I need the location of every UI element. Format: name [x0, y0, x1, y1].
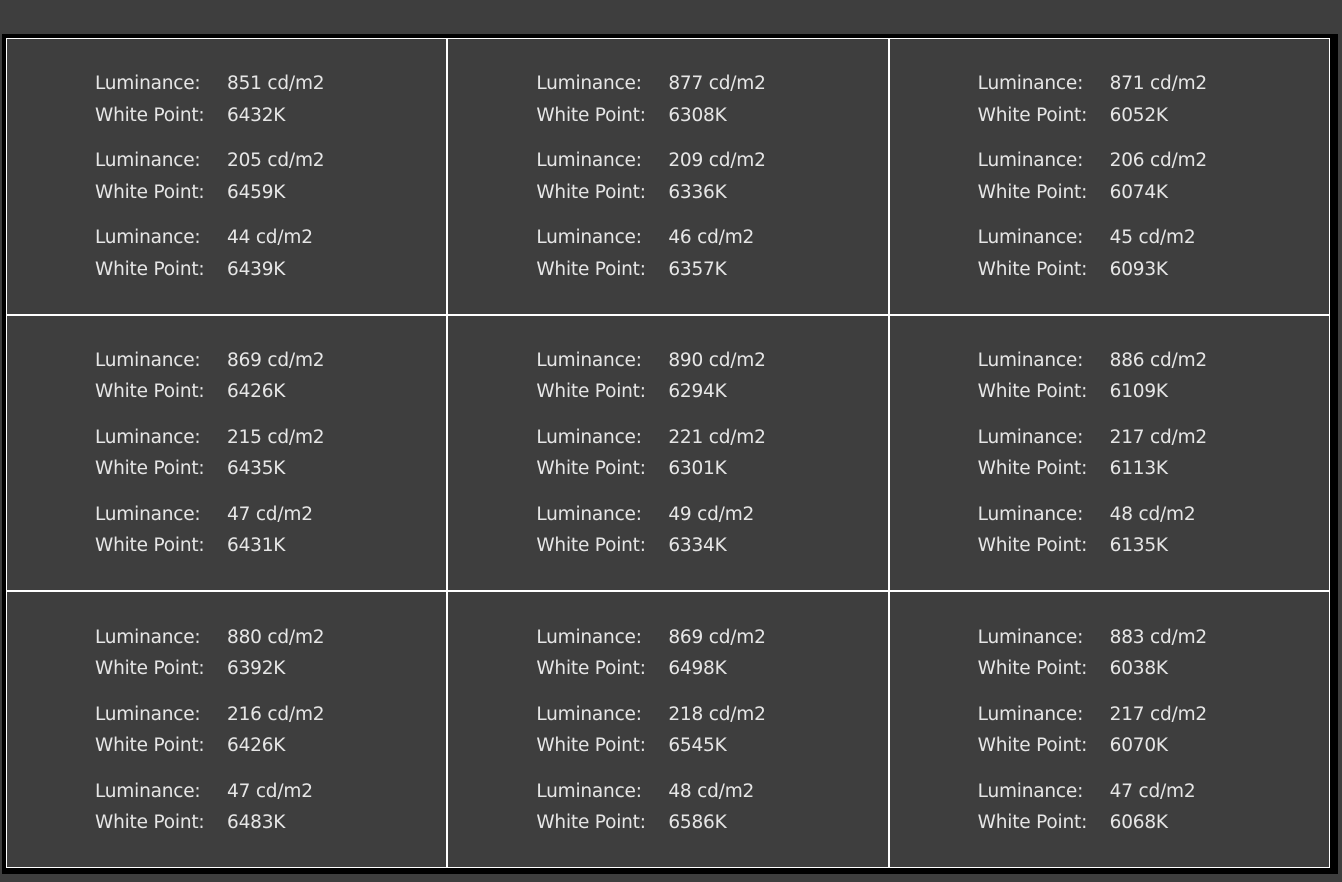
white-point-value: 6038K	[1109, 658, 1168, 680]
luminance-label: Luminance:	[95, 349, 201, 371]
luminance-label: Luminance:	[536, 73, 642, 95]
grid-cell	[890, 316, 1329, 591]
white-point-label: White Point:	[95, 535, 205, 557]
reading-block	[536, 499, 765, 562]
white-point-label: White Point:	[977, 735, 1088, 757]
white-point-row	[95, 177, 324, 209]
luminance-value: 883 cd/m2	[1109, 626, 1207, 648]
luminance-value: 886 cd/m2	[1109, 349, 1207, 371]
white-point-value: 6498K	[668, 658, 727, 680]
white-point-row	[978, 100, 1207, 132]
cell-readings	[536, 621, 765, 838]
white-point-row	[536, 254, 765, 286]
luminance-value: 871 cd/m2	[1109, 73, 1207, 95]
white-point-value: 6052K	[1109, 104, 1168, 126]
white-point-label: White Point:	[536, 535, 646, 557]
luminance-row	[536, 222, 765, 254]
white-point-row	[536, 100, 765, 132]
luminance-row	[978, 698, 1207, 730]
reading-block	[978, 222, 1207, 285]
white-point-value: 6426K	[227, 381, 286, 403]
white-point-row	[95, 730, 324, 762]
grid-cell	[7, 39, 446, 314]
luminance-value: 218 cd/m2	[668, 703, 766, 725]
white-point-value: 6357K	[668, 258, 727, 280]
white-point-row	[536, 807, 765, 839]
luminance-row	[978, 145, 1207, 177]
white-point-row	[95, 254, 324, 286]
white-point-row	[95, 807, 324, 839]
white-point-value: 6439K	[227, 258, 286, 280]
reading-block	[536, 345, 765, 408]
grid-cell	[7, 592, 446, 867]
reading-block	[95, 222, 324, 285]
luminance-label: Luminance:	[95, 503, 201, 525]
luminance-label: Luminance:	[977, 703, 1084, 725]
reading-block	[978, 145, 1207, 208]
white-point-label: White Point:	[95, 812, 205, 834]
white-point-row	[95, 100, 324, 132]
white-point-value: 6113K	[1109, 458, 1168, 480]
white-point-label: White Point:	[536, 181, 646, 203]
reading-block	[95, 422, 324, 485]
reading-block	[978, 499, 1207, 562]
white-point-value: 6435K	[227, 458, 286, 480]
reading-block	[95, 499, 324, 562]
white-point-value: 6392K	[227, 658, 286, 680]
reading-block	[978, 422, 1207, 485]
luminance-label: Luminance:	[977, 626, 1084, 648]
white-point-value: 6336K	[668, 181, 727, 203]
white-point-label: White Point:	[977, 258, 1088, 280]
white-point-label: White Point:	[536, 735, 646, 757]
luminance-label: Luminance:	[536, 227, 642, 249]
luminance-label: Luminance:	[95, 703, 201, 725]
white-point-value: 6070K	[1109, 735, 1168, 757]
reading-block	[978, 68, 1207, 131]
white-point-value: 6109K	[1109, 381, 1168, 403]
reading-block	[978, 621, 1207, 684]
white-point-label: White Point:	[95, 381, 205, 403]
reading-block	[978, 775, 1207, 838]
luminance-row	[978, 345, 1207, 377]
white-point-row	[95, 653, 324, 685]
white-point-label: White Point:	[977, 812, 1088, 834]
white-point-value: 6426K	[227, 735, 286, 757]
luminance-label: Luminance:	[536, 626, 642, 648]
luminance-label: Luminance:	[536, 349, 642, 371]
cell-readings	[95, 345, 324, 562]
white-point-row	[978, 376, 1207, 408]
white-point-row	[978, 177, 1207, 209]
reading-block	[536, 422, 765, 485]
white-point-row	[978, 730, 1207, 762]
luminance-value: 47 cd/m2	[1109, 780, 1196, 802]
white-point-label: White Point:	[977, 181, 1088, 203]
luminance-row	[536, 775, 765, 807]
luminance-row	[978, 499, 1207, 531]
luminance-row	[95, 345, 324, 377]
reading-block	[536, 775, 765, 838]
luminance-row	[95, 422, 324, 454]
luminance-value: 47 cd/m2	[227, 780, 313, 802]
white-point-row	[978, 807, 1207, 839]
luminance-label: Luminance:	[95, 626, 201, 648]
luminance-label: Luminance:	[95, 426, 201, 448]
white-point-value: 6586K	[668, 812, 727, 834]
luminance-label: Luminance:	[977, 426, 1084, 448]
luminance-value: 890 cd/m2	[668, 349, 766, 371]
luminance-value: 221 cd/m2	[668, 426, 766, 448]
white-point-row	[978, 653, 1207, 685]
white-point-value: 6459K	[227, 181, 286, 203]
white-point-label: White Point:	[977, 535, 1088, 557]
luminance-label: Luminance:	[536, 426, 642, 448]
luminance-row	[978, 422, 1207, 454]
luminance-value: 209 cd/m2	[668, 150, 766, 172]
white-point-row	[978, 254, 1207, 286]
cell-readings	[95, 621, 324, 838]
luminance-value: 48 cd/m2	[668, 780, 755, 802]
luminance-value: 217 cd/m2	[1109, 703, 1207, 725]
luminance-label: Luminance:	[977, 73, 1084, 95]
white-point-label: White Point:	[536, 381, 646, 403]
luminance-row	[95, 775, 324, 807]
grid-cell	[890, 592, 1329, 867]
reading-block	[536, 68, 765, 131]
white-point-label: White Point:	[536, 658, 646, 680]
white-point-value: 6074K	[1109, 181, 1168, 203]
white-point-label: White Point:	[977, 381, 1088, 403]
luminance-row	[978, 68, 1207, 100]
luminance-value: 45 cd/m2	[1109, 227, 1196, 249]
white-point-label: White Point:	[95, 735, 205, 757]
luminance-row	[95, 68, 324, 100]
white-point-row	[978, 530, 1207, 562]
luminance-row	[536, 345, 765, 377]
white-point-row	[95, 453, 324, 485]
white-point-label: White Point:	[95, 658, 205, 680]
white-point-label: White Point:	[95, 258, 205, 280]
luminance-value: 877 cd/m2	[668, 73, 766, 95]
luminance-row	[536, 621, 765, 653]
luminance-value: 49 cd/m2	[668, 503, 755, 525]
luminance-label: Luminance:	[536, 703, 642, 725]
white-point-row	[978, 453, 1207, 485]
luminance-value: 46 cd/m2	[668, 227, 755, 249]
luminance-label: Luminance:	[95, 150, 201, 172]
luminance-label: Luminance:	[977, 780, 1084, 802]
luminance-label: Luminance:	[95, 780, 201, 802]
luminance-label: Luminance:	[95, 227, 201, 249]
luminance-label: Luminance:	[536, 780, 642, 802]
white-point-value: 6301K	[668, 458, 727, 480]
cell-readings	[978, 68, 1207, 285]
white-point-row	[536, 530, 765, 562]
reading-block	[95, 345, 324, 408]
luminance-value: 48 cd/m2	[1109, 503, 1196, 525]
grid-cell	[7, 316, 446, 591]
luminance-value: 216 cd/m2	[227, 703, 325, 725]
cell-readings	[95, 68, 324, 285]
reading-block	[978, 698, 1207, 761]
grid-cell	[448, 316, 887, 591]
luminance-label: Luminance:	[977, 150, 1084, 172]
luminance-row	[978, 222, 1207, 254]
white-point-value: 6068K	[1109, 812, 1168, 834]
reading-block	[536, 621, 765, 684]
luminance-label: Luminance:	[977, 503, 1084, 525]
white-point-row	[536, 730, 765, 762]
luminance-label: Luminance:	[95, 73, 201, 95]
luminance-row	[536, 145, 765, 177]
reading-block	[95, 68, 324, 131]
white-point-row	[536, 376, 765, 408]
luminance-row	[536, 422, 765, 454]
white-point-value: 6308K	[668, 104, 727, 126]
cell-readings	[536, 345, 765, 562]
grid-cell	[448, 39, 887, 314]
luminance-row	[95, 145, 324, 177]
luminance-value: 851 cd/m2	[227, 73, 325, 95]
white-point-label: White Point:	[977, 458, 1088, 480]
grid-cell	[448, 592, 887, 867]
luminance-value: 215 cd/m2	[227, 426, 325, 448]
white-point-value: 6432K	[227, 104, 286, 126]
luminance-value: 47 cd/m2	[227, 503, 313, 525]
luminance-label: Luminance:	[977, 349, 1084, 371]
white-point-label: White Point:	[977, 104, 1088, 126]
luminance-row	[978, 621, 1207, 653]
luminance-label: Luminance:	[536, 150, 642, 172]
cell-readings	[978, 345, 1207, 562]
cell-readings	[536, 68, 765, 285]
white-point-label: White Point:	[536, 812, 646, 834]
white-point-label: White Point:	[95, 104, 205, 126]
reading-block	[536, 222, 765, 285]
reading-block	[95, 621, 324, 684]
white-point-row	[95, 530, 324, 562]
cell-readings	[978, 621, 1207, 838]
luminance-value: 217 cd/m2	[1109, 426, 1207, 448]
white-point-label: White Point:	[536, 458, 646, 480]
white-point-value: 6431K	[227, 535, 286, 557]
luminance-row	[95, 621, 324, 653]
white-point-label: White Point:	[95, 181, 205, 203]
white-point-label: White Point:	[95, 458, 205, 480]
reading-block	[95, 145, 324, 208]
white-point-value: 6093K	[1109, 258, 1168, 280]
white-point-row	[536, 653, 765, 685]
reading-block	[536, 698, 765, 761]
reading-block	[95, 698, 324, 761]
luminance-value: 205 cd/m2	[227, 150, 325, 172]
luminance-row	[536, 698, 765, 730]
white-point-value: 6483K	[227, 812, 286, 834]
luminance-row	[95, 499, 324, 531]
luminance-label: Luminance:	[977, 227, 1084, 249]
luminance-label: Luminance:	[536, 503, 642, 525]
luminance-row	[95, 698, 324, 730]
reading-block	[536, 145, 765, 208]
luminance-value: 869 cd/m2	[668, 626, 766, 648]
uniformity-grid	[6, 38, 1330, 868]
white-point-value: 6334K	[668, 535, 727, 557]
luminance-value: 869 cd/m2	[227, 349, 325, 371]
luminance-value: 206 cd/m2	[1109, 150, 1207, 172]
white-point-value: 6545K	[668, 735, 727, 757]
reading-block	[978, 345, 1207, 408]
luminance-row	[95, 222, 324, 254]
luminance-value: 880 cd/m2	[227, 626, 325, 648]
luminance-row	[536, 68, 765, 100]
luminance-row	[536, 499, 765, 531]
white-point-value: 6135K	[1109, 535, 1168, 557]
white-point-row	[95, 376, 324, 408]
white-point-row	[536, 177, 765, 209]
white-point-label: White Point:	[977, 658, 1088, 680]
luminance-value: 44 cd/m2	[227, 227, 313, 249]
reading-block	[95, 775, 324, 838]
white-point-value: 6294K	[668, 381, 727, 403]
grid-cell	[890, 39, 1329, 314]
white-point-label: White Point:	[536, 104, 646, 126]
white-point-row	[536, 453, 765, 485]
luminance-row	[978, 775, 1207, 807]
uniformity-table-frame	[2, 34, 1338, 874]
white-point-label: White Point:	[536, 258, 646, 280]
